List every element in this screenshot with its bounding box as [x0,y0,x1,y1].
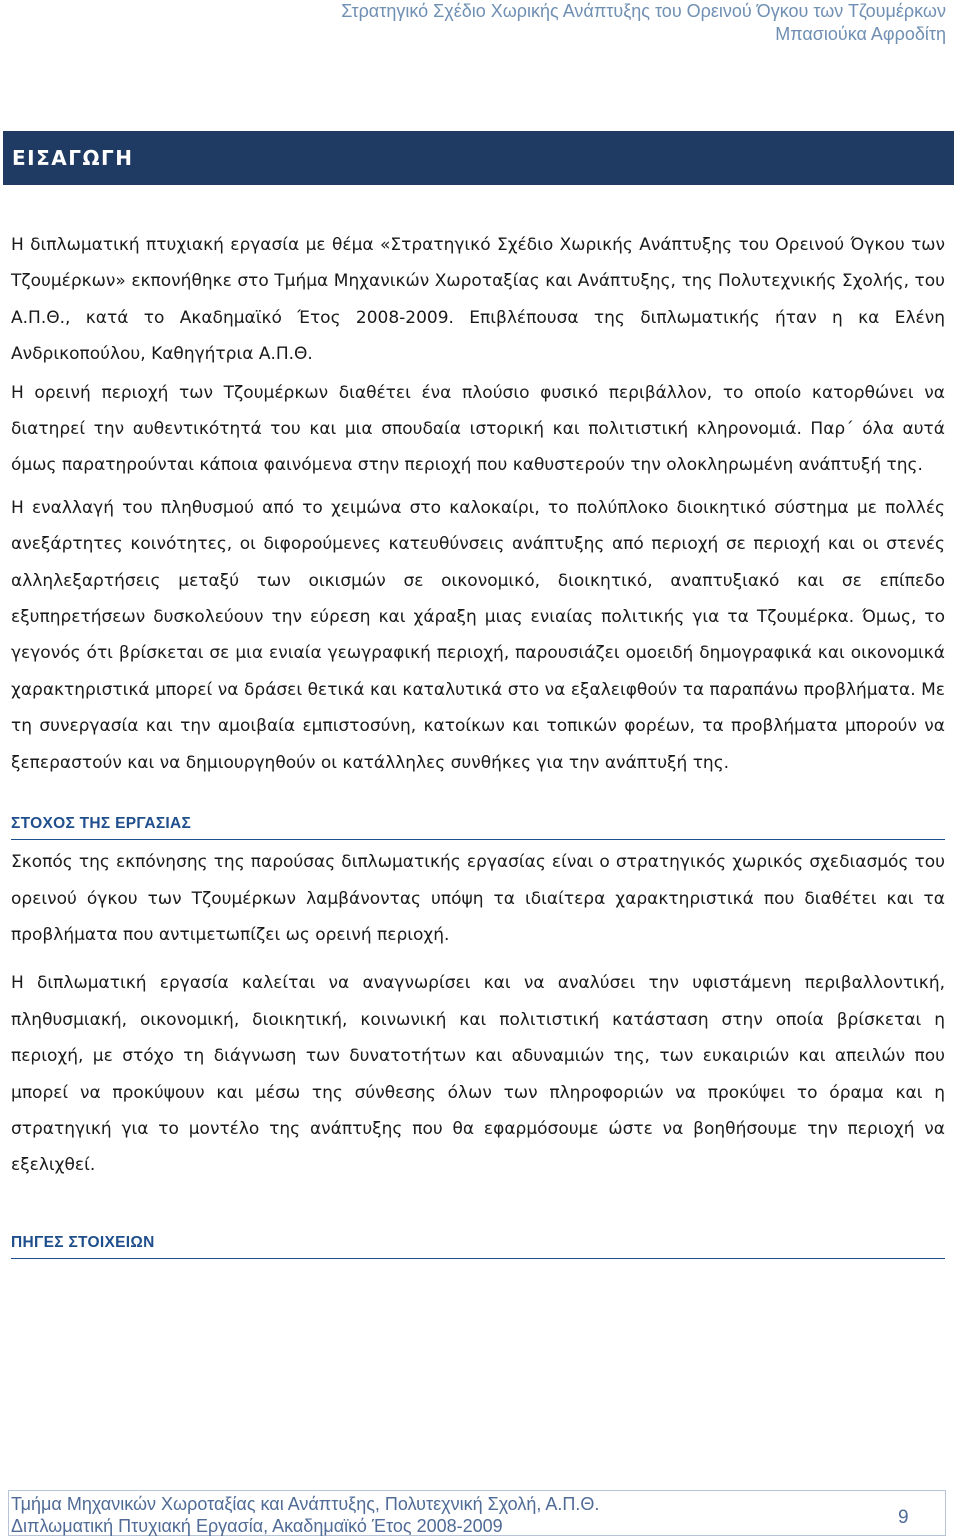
header-title: Στρατηγικό Σχέδιο Χωρικής Ανάπτυξης του Ορεινού Όγκου των Τζουμέρκων [341,1,946,21]
page-number: 9 [898,1507,909,1528]
intro-paragraph-2: Η ορεινή περιοχή των Τζουμέρκων διαθέτει ένα πλούσιο φυσικό περιβάλλον, το οποίο κατορθώνει να διατηρεί την αυθεντικότητά του και μια σπουδαία ιστορική και πολιτιστική κληρονομιά. Παρ΄ όλα αυτά όμως παρατηρούνται κάποια φαινόμενα στην περιοχή που καθυστερούν την ολοκληρωμένη ανάπτυξή της. [11,382,945,476]
header-author: Μπασιούκα Αφροδίτη [775,24,946,44]
chapter-banner [3,131,954,185]
objective-paragraph-1: Σκοπός της εκπόνησης της παρούσας διπλωματικής εργασίας είναι ο στρατηγικός χωρικός σχεδιασμός του ορεινού όγκου των Τζουμέρκων λαμβάνοντας υπόψη τα ιδιαίτερα χαρακτηριστικά που διαθέτει και τα προβλήματα που αντιμετωπίζει ως ορεινή περιοχή. [11,852,945,945]
footer-department: Τμήμα Μηχανικών Χωροταξίας και Ανάπτυξης, Πολυτεχνική Σχολή, Α.Π.Θ. [11,1494,600,1514]
main-content [11,227,945,1259]
footer-thesis-year: Διπλωματική Πτυχιακή Εργασία, Ακαδημαϊκό Έτος 2008-2009 [11,1516,503,1536]
intro-paragraph-1: Η διπλωματική πτυχιακή εργασία με θέμα «Στρατηγικό Σχέδιο Χωρικής Ανάπτυξης του Ορεινού Όγκου των Τζουμέρκων» εκπονήθηκε στο Τμήμα Μηχανικών Χωροταξίας και Ανάπτυξης, της Πολυτεχνικής Σχολής, του Α.Π.Θ., κατά το Ακαδημαϊκό Έτος 2008-2009. Επιβλέπουσα της διπλωματικής ήταν η κα Ελένη Ανδρικοπούλου, Καθηγήτρια Α.Π.Θ. [11,235,945,365]
objective-heading: ΣΤΟΧΟΣ ΤΗΣ ΕΡΓΑΣΙΑΣ [11,815,945,840]
intro-section [11,227,945,781]
objective-section [11,815,945,1184]
chapter-title: ΕΙΣΑΓΩΓΗ [12,146,134,170]
sources-section [11,1234,945,1259]
sources-heading: ΠΗΓΕΣ ΣΤΟΙΧΕΙΩΝ [11,1234,945,1259]
running-footer [11,1493,599,1537]
intro-paragraph-3: Η εναλλαγή του πληθυσμού από το χειμώνα στο καλοκαίρι, το πολύπλοκο διοικητικό σύστημα με πολλές ανεξάρτητες κοινότητες, οι διφορούμενες κατευθύνσεις ανάπτυξης από περιοχή σε περιοχή και οι στενές αλληλεξαρτήσεις μεταξύ των οικισμών σε οικονομικό, διοικητικό, αναπτυξιακό και σε επίπεδο εξυπηρετήσεων δυσκολεύουν την εύρεση και χάραξη μιας ενιαίας πολιτικής για τα Τζουμέρκα. Όμως, το γεγονός ότι βρίσκεται σε μια ενιαία γεωγραφική περιοχή, παρουσιάζει ομοειδή δημογραφικά και οικονομικά χαρακτηριστικά μπορεί να δράσει θετικά και καταλυτικά στο να εξαλειφθούν τα παραπάνω προβλήματα. Με τη συνεργασία και την αμοιβαία εμπιστοσύνη, κατοίκων και τοπικών φορέων, τα προβλήματα μπορούν να ξεπεραστούν και να δημιουργηθούν οι κατάλληλες συνθήκες για την ανάπτυξή της. [11,497,945,773]
running-header [341,0,946,46]
objective-paragraph-2: Η διπλωματική εργασία καλείται να αναγνωρίσει και να αναλύσει την υφιστάμενη περιβαλλοντική, πληθυσμιακή, οικονομική, διοικητική, κοινωνική και πολιτιστική κατάσταση στην οποία βρίσκεται η περιοχή, με στόχο τη διάγνωση των δυνατοτήτων και αδυναμιών της, των ευκαιριών και απειλών που μπορεί να προκύψουν και μέσω της σύνθεσης όλων των πληροφοριών να προκύψει το όραμα και η στρατηγική για το μοντέλο της ανάπτυξης που θα εφαρμόσουμε ώστε να βοηθήσουμε την περιοχή να εξελιχθεί. [11,973,945,1176]
